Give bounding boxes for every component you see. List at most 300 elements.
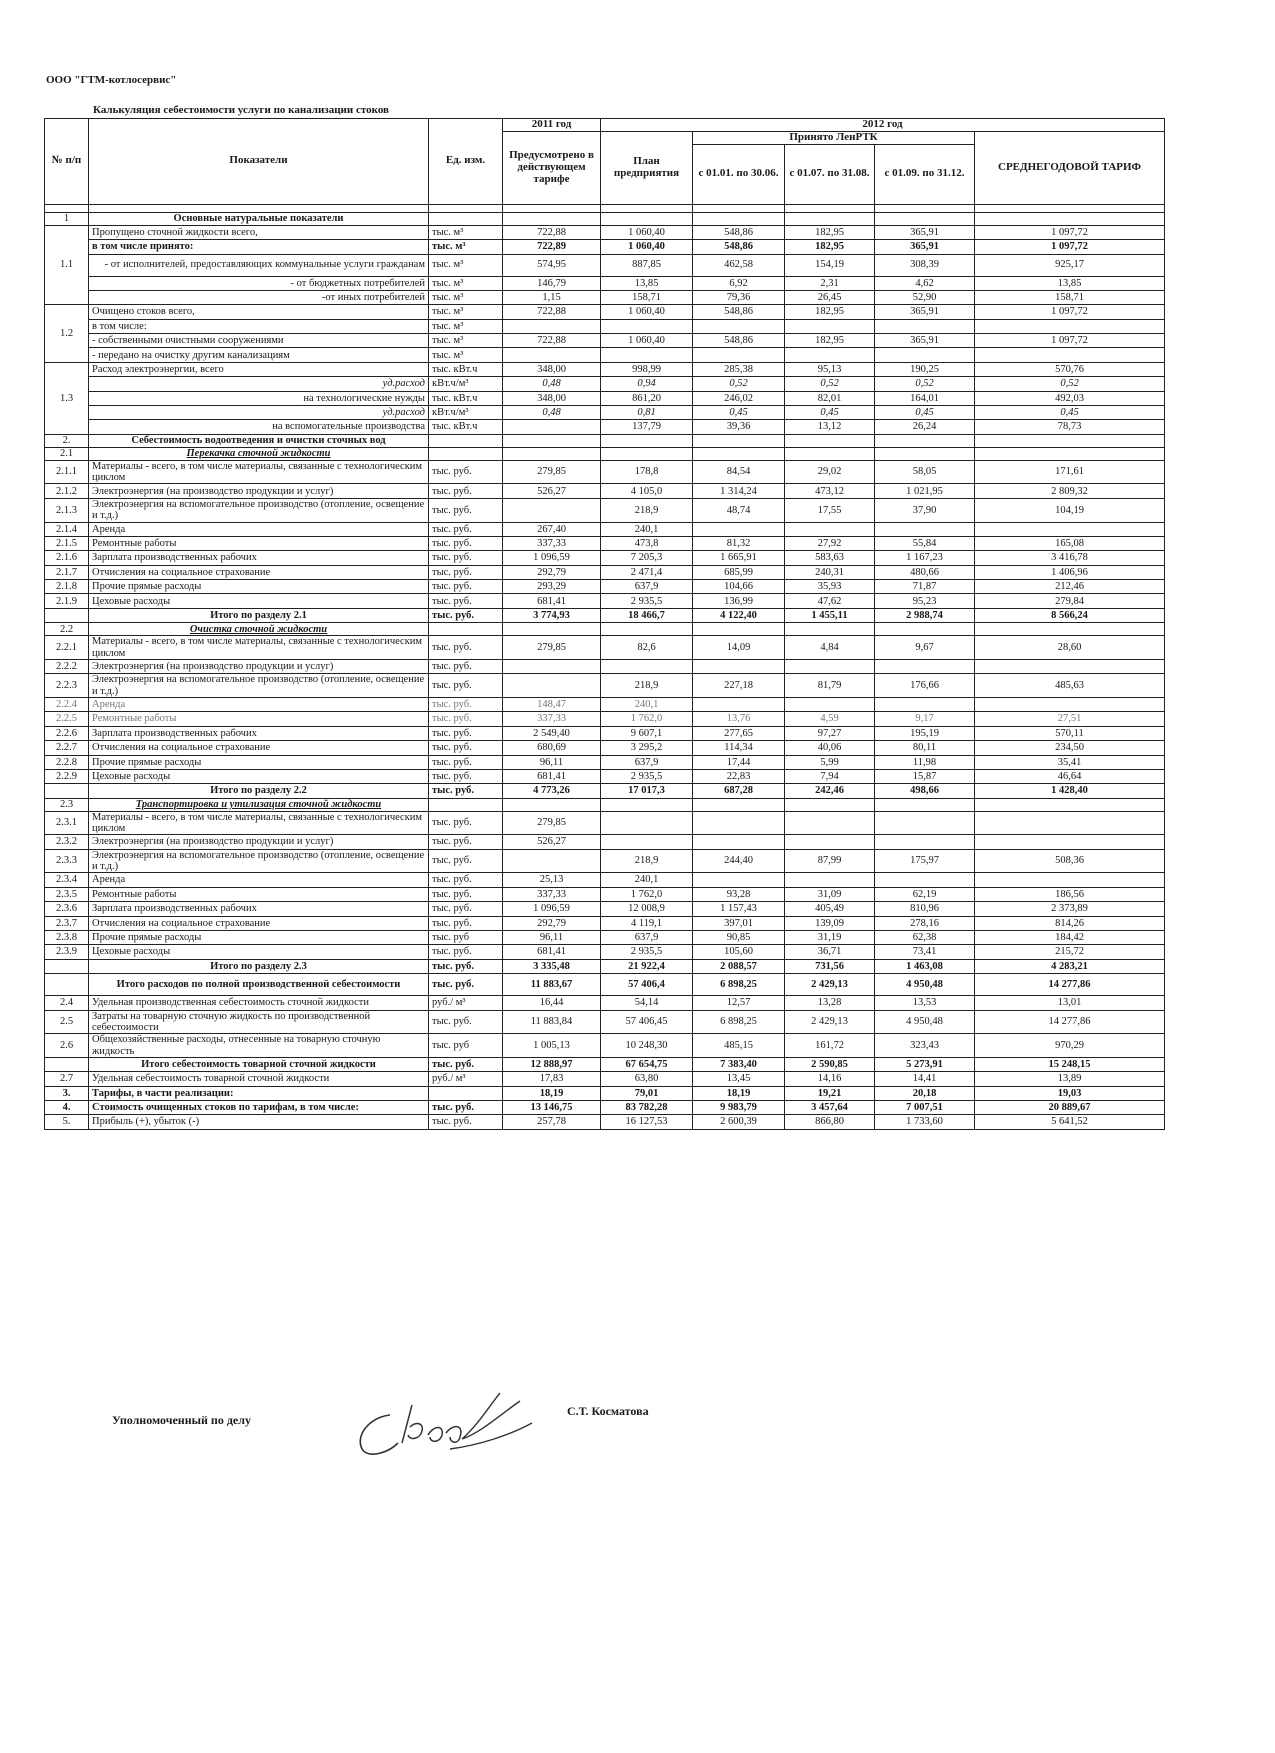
row-unit: тыс. руб.: [429, 835, 503, 849]
value-current-tariff: [503, 319, 601, 333]
row-num: 2.2: [45, 623, 89, 636]
value-period-2: 1 455,11: [785, 608, 875, 622]
row-unit: тыс. руб.: [429, 498, 503, 522]
row-name: Материалы - всего, в том числе материалы, связанные с технологическим циклом: [89, 460, 429, 484]
value-enterprise-plan: 1 060,40: [601, 334, 693, 348]
value-period-1: 39,36: [693, 420, 785, 434]
signer-label: Уполномоченный по делу: [112, 1413, 251, 1427]
row-name: Общехозяйственные расходы, отнесенные на товарную сточную жидкость: [89, 1034, 429, 1058]
value-period-1: 687,28: [693, 784, 785, 798]
row-name: Цеховые расходы: [89, 594, 429, 608]
row-name: на технологические нужды: [89, 391, 429, 405]
value-current-tariff: 722,88: [503, 334, 601, 348]
value-period-2: [785, 835, 875, 849]
value-enterprise-plan: 240,1: [601, 522, 693, 536]
value-enterprise-plan: 83 782,28: [601, 1101, 693, 1115]
value-enterprise-plan: 998,99: [601, 362, 693, 376]
value-period-1: 13,45: [693, 1072, 785, 1086]
value-period-2: 82,01: [785, 391, 875, 405]
row-unit: тыс. руб.: [429, 565, 503, 579]
value-period-2: 154,19: [785, 254, 875, 276]
data-row: [45, 420, 1165, 434]
row-num: 2.1.9: [45, 594, 89, 608]
value-period-2: [785, 811, 875, 835]
value-average-tariff: 13,89: [975, 1072, 1165, 1086]
row-name: - от бюджетных потребителей: [89, 276, 429, 290]
total-row: [45, 1057, 1165, 1071]
value-period-3: 37,90: [875, 498, 975, 522]
value-enterprise-plan: [601, 659, 693, 673]
value-period-1: 397,01: [693, 916, 785, 930]
data-row: [45, 697, 1165, 711]
value-period-3: 1 021,95: [875, 484, 975, 498]
value-enterprise-plan: 178,8: [601, 460, 693, 484]
value-period-1: 485,15: [693, 1034, 785, 1058]
value-period-2: 13,28: [785, 996, 875, 1010]
row-name: Электроэнергия (на производство продукции и услуг): [89, 835, 429, 849]
row-unit: руб./ м³: [429, 996, 503, 1010]
row-num: 2.4: [45, 996, 89, 1010]
value-average-tariff: 1 097,72: [975, 334, 1165, 348]
row-name: Аренда: [89, 873, 429, 887]
data-row: [45, 945, 1165, 959]
data-row: [45, 551, 1165, 565]
value-current-tariff: 1 096,59: [503, 902, 601, 916]
value-average-tariff: 186,56: [975, 887, 1165, 901]
value-period-2: [785, 319, 875, 333]
value-period-2: 583,63: [785, 551, 875, 565]
value-average-tariff: 158,71: [975, 290, 1165, 304]
value-period-3: 498,66: [875, 784, 975, 798]
value-period-1: 84,54: [693, 460, 785, 484]
value-average-tariff: 35,41: [975, 755, 1165, 769]
value-enterprise-plan: 218,9: [601, 849, 693, 873]
value-period-1: 2 600,39: [693, 1115, 785, 1129]
data-row: [45, 835, 1165, 849]
value-enterprise-plan: 2 935,5: [601, 769, 693, 783]
signature-mark: [350, 1385, 540, 1465]
row-unit: тыс. руб.: [429, 873, 503, 887]
data-row: [45, 240, 1165, 254]
value-average-tariff: [975, 659, 1165, 673]
value-period-3: 62,38: [875, 930, 975, 944]
row-name: Электроэнергия на вспомогательное производство (отопление, освещение и т.д.): [89, 849, 429, 873]
value-period-1: 9 983,79: [693, 1101, 785, 1115]
data-row: [45, 636, 1165, 660]
data-row: [45, 1072, 1165, 1086]
value-current-tariff: [503, 420, 601, 434]
value-period-3: 1 167,23: [875, 551, 975, 565]
value-enterprise-plan: 1 060,40: [601, 305, 693, 319]
row-unit: тыс. руб.: [429, 741, 503, 755]
row-unit: тыс. руб.: [429, 726, 503, 740]
data-row: [45, 873, 1165, 887]
value-period-1: [693, 835, 785, 849]
row-name: Прочие прямые расходы: [89, 580, 429, 594]
total-row: [45, 974, 1165, 996]
value-enterprise-plan: 1 060,40: [601, 225, 693, 239]
row-unit: тыс. руб.: [429, 849, 503, 873]
row-num: 2.1: [45, 447, 89, 460]
value-period-2: 4,84: [785, 636, 875, 660]
row-num: 2.3.9: [45, 945, 89, 959]
data-row: [45, 305, 1165, 319]
value-period-1: 227,18: [693, 674, 785, 698]
value-period-1: 548,86: [693, 225, 785, 239]
row-name: Основные натуральные показатели: [89, 212, 429, 225]
value-period-2: 27,92: [785, 536, 875, 550]
row-unit: тыс. руб.: [429, 674, 503, 698]
value-enterprise-plan: 10 248,30: [601, 1034, 693, 1058]
value-average-tariff: [975, 811, 1165, 835]
row-unit: тыс. руб.: [429, 636, 503, 660]
row-num: 2.3.1: [45, 811, 89, 835]
value-period-1: 114,34: [693, 741, 785, 755]
value-period-3: 323,43: [875, 1034, 975, 1058]
value-period-1: 13,76: [693, 712, 785, 726]
row-name: Отчисления на социальное страхование: [89, 741, 429, 755]
value-enterprise-plan: 16 127,53: [601, 1115, 693, 1129]
value-current-tariff: 348,00: [503, 391, 601, 405]
value-average-tariff: 165,08: [975, 536, 1165, 550]
value-period-3: [875, 697, 975, 711]
row-num: 4.: [45, 1101, 89, 1115]
row-name: Прибыль (+), убыток (-): [89, 1115, 429, 1129]
data-row: [45, 377, 1165, 391]
row-name: - передано на очистку другим канализациям: [89, 348, 429, 362]
row-name: Цеховые расходы: [89, 945, 429, 959]
value-average-tariff: 570,11: [975, 726, 1165, 740]
value-average-tariff: 570,76: [975, 362, 1165, 376]
data-row: [45, 225, 1165, 239]
value-enterprise-plan: 218,9: [601, 674, 693, 698]
value-enterprise-plan: 1 762,0: [601, 712, 693, 726]
value-enterprise-plan: 473,8: [601, 536, 693, 550]
value-period-3: 365,91: [875, 240, 975, 254]
value-period-2: 7,94: [785, 769, 875, 783]
data-row: [45, 1034, 1165, 1058]
row-name: Очищено стоков всего,: [89, 305, 429, 319]
value-period-1: 2 088,57: [693, 959, 785, 973]
value-current-tariff: 526,27: [503, 484, 601, 498]
value-period-2: [785, 659, 875, 673]
value-period-1: 244,40: [693, 849, 785, 873]
value-current-tariff: 18,19: [503, 1086, 601, 1100]
row-name: - собственными очистными сооружениями: [89, 334, 429, 348]
value-current-tariff: 681,41: [503, 769, 601, 783]
value-period-3: 9,17: [875, 712, 975, 726]
value-period-1: 285,38: [693, 362, 785, 376]
value-average-tariff: 925,17: [975, 254, 1165, 276]
data-row: [45, 712, 1165, 726]
value-average-tariff: [975, 697, 1165, 711]
value-period-2: 3 457,64: [785, 1101, 875, 1115]
value-period-1: 548,86: [693, 334, 785, 348]
value-period-2: 866,80: [785, 1115, 875, 1129]
value-current-tariff: 337,33: [503, 536, 601, 550]
data-row: [45, 902, 1165, 916]
value-period-3: 2 988,74: [875, 608, 975, 622]
value-period-2: [785, 348, 875, 362]
value-period-3: 11,98: [875, 755, 975, 769]
value-period-1: 17,44: [693, 755, 785, 769]
value-average-tariff: 15 248,15: [975, 1057, 1165, 1071]
value-current-tariff: 722,88: [503, 225, 601, 239]
value-average-tariff: 14 277,86: [975, 974, 1165, 996]
row-name: -от иных потребителей: [89, 290, 429, 304]
value-current-tariff: 267,40: [503, 522, 601, 536]
cost-calculation-table: [44, 118, 1165, 1130]
row-name: Себестоимость водоотведения и очистки сточных вод: [89, 434, 429, 447]
data-row: [45, 674, 1165, 698]
value-average-tariff: [975, 522, 1165, 536]
row-name: Ремонтные работы: [89, 536, 429, 550]
row-name: Пропущено сточной жидкости всего,: [89, 225, 429, 239]
row-name: Итого расходов по полной производственной себестоимости: [89, 974, 429, 996]
value-enterprise-plan: 57 406,45: [601, 1010, 693, 1034]
row-unit: тыс. руб.: [429, 1057, 503, 1071]
value-period-3: 15,87: [875, 769, 975, 783]
row-num: 2.6: [45, 1034, 89, 1058]
value-period-1: 548,86: [693, 240, 785, 254]
value-enterprise-plan: 158,71: [601, 290, 693, 304]
value-average-tariff: 78,73: [975, 420, 1165, 434]
row-name: Итого по разделу 2.2: [89, 784, 429, 798]
row-num: 2.2.6: [45, 726, 89, 740]
header-current-tariff: Предусмотрено в действующем тарифе: [503, 131, 601, 204]
value-period-3: 9,67: [875, 636, 975, 660]
value-average-tariff: 19,03: [975, 1086, 1165, 1100]
data-row: [45, 319, 1165, 333]
value-period-1: 7 383,40: [693, 1057, 785, 1071]
value-current-tariff: 348,00: [503, 362, 601, 376]
value-current-tariff: 0,48: [503, 406, 601, 420]
value-period-2: 405,49: [785, 902, 875, 916]
value-period-1: 105,60: [693, 945, 785, 959]
value-period-3: 810,96: [875, 902, 975, 916]
row-num: 2.2.9: [45, 769, 89, 783]
row-name: Цеховые расходы: [89, 769, 429, 783]
value-period-3: 365,91: [875, 225, 975, 239]
row-name: Материалы - всего, в том числе материалы, связанные с технологическим циклом: [89, 636, 429, 660]
value-average-tariff: 2 809,32: [975, 484, 1165, 498]
row-num: 2.2.2: [45, 659, 89, 673]
header-period-3: с 01.09. по 31.12.: [875, 144, 975, 204]
value-average-tariff: 215,72: [975, 945, 1165, 959]
row-num: 5.: [45, 1115, 89, 1129]
row-name: Ремонтные работы: [89, 887, 429, 901]
row-name: Удельная себестоимость товарной сточной жидкости: [89, 1072, 429, 1086]
value-period-2: 36,71: [785, 945, 875, 959]
row-num: 2.3.5: [45, 887, 89, 901]
row-name: в том числе:: [89, 319, 429, 333]
data-row: [45, 755, 1165, 769]
value-period-2: 242,46: [785, 784, 875, 798]
value-period-3: 480,66: [875, 565, 975, 579]
value-period-1: 1 314,24: [693, 484, 785, 498]
value-period-2: 2 590,85: [785, 1057, 875, 1071]
value-current-tariff: 293,29: [503, 580, 601, 594]
row-name: - от исполнителей, предоставляющих коммунальные услуги гражданам: [89, 254, 429, 276]
value-period-2: 139,09: [785, 916, 875, 930]
row-unit: кВт.ч/м³: [429, 377, 503, 391]
value-period-1: 0,52: [693, 377, 785, 391]
row-unit: тыс. руб.: [429, 712, 503, 726]
value-period-2: 87,99: [785, 849, 875, 873]
value-period-2: 29,02: [785, 460, 875, 484]
value-current-tariff: 1,15: [503, 290, 601, 304]
row-name: Удельная производственная себестоимость сточной жидкости: [89, 996, 429, 1010]
value-period-3: 71,87: [875, 580, 975, 594]
value-current-tariff: [503, 659, 601, 673]
row-num: 2.3.8: [45, 930, 89, 944]
value-average-tariff: 970,29: [975, 1034, 1165, 1058]
value-period-2: 81,79: [785, 674, 875, 698]
value-enterprise-plan: 17 017,3: [601, 784, 693, 798]
value-average-tariff: 1 428,40: [975, 784, 1165, 798]
value-period-3: 195,19: [875, 726, 975, 740]
value-period-1: 48,74: [693, 498, 785, 522]
row-unit: тыс. м³: [429, 276, 503, 290]
row-unit: тыс. руб.: [429, 1115, 503, 1129]
data-row: [45, 498, 1165, 522]
value-period-3: [875, 659, 975, 673]
value-period-3: 20,18: [875, 1086, 975, 1100]
value-period-3: 55,84: [875, 536, 975, 550]
value-average-tariff: 0,52: [975, 377, 1165, 391]
row-unit: тыс. руб: [429, 1034, 503, 1058]
value-current-tariff: 11 883,67: [503, 974, 601, 996]
value-period-3: 58,05: [875, 460, 975, 484]
value-enterprise-plan: 54,14: [601, 996, 693, 1010]
value-average-tariff: 2 373,89: [975, 902, 1165, 916]
value-current-tariff: [503, 849, 601, 873]
value-current-tariff: 257,78: [503, 1115, 601, 1129]
row-unit: тыс. м³: [429, 319, 503, 333]
value-current-tariff: 0,48: [503, 377, 601, 391]
value-period-2: 35,93: [785, 580, 875, 594]
row-num: 2.3: [45, 798, 89, 811]
row-name: Электроэнергия (на производство продукции и услуг): [89, 484, 429, 498]
value-period-3: 176,66: [875, 674, 975, 698]
value-current-tariff: 3 774,93: [503, 608, 601, 622]
total-row: [45, 959, 1165, 973]
value-period-1: [693, 811, 785, 835]
value-current-tariff: 1 096,59: [503, 551, 601, 565]
value-average-tariff: 3 416,78: [975, 551, 1165, 565]
value-current-tariff: 292,79: [503, 565, 601, 579]
value-current-tariff: 279,85: [503, 811, 601, 835]
value-period-3: 80,11: [875, 741, 975, 755]
value-average-tariff: 1 097,72: [975, 305, 1165, 319]
header-indicators: Показатели: [89, 119, 429, 205]
value-period-1: 277,65: [693, 726, 785, 740]
value-period-2: 40,06: [785, 741, 875, 755]
value-period-3: 95,23: [875, 594, 975, 608]
data-row: [45, 348, 1165, 362]
value-period-3: 13,53: [875, 996, 975, 1010]
value-enterprise-plan: 3 295,2: [601, 741, 693, 755]
value-current-tariff: 279,85: [503, 460, 601, 484]
total-row: [45, 784, 1165, 798]
row-name: Зарплата производственных рабочих: [89, 902, 429, 916]
data-row: [45, 254, 1165, 276]
row-name: Аренда: [89, 697, 429, 711]
row-unit: тыс. руб.: [429, 522, 503, 536]
value-average-tariff: 13,85: [975, 276, 1165, 290]
value-period-3: 175,97: [875, 849, 975, 873]
row-unit: тыс. руб.: [429, 1101, 503, 1115]
value-period-3: 5 273,91: [875, 1057, 975, 1071]
row-num: 2.2.4: [45, 697, 89, 711]
row-unit: тыс. руб.: [429, 1010, 503, 1034]
value-average-tariff: [975, 835, 1165, 849]
value-enterprise-plan: 79,01: [601, 1086, 693, 1100]
group-num: 1.3: [45, 362, 89, 434]
value-average-tariff: 104,19: [975, 498, 1165, 522]
row-unit: тыс. руб.: [429, 945, 503, 959]
value-period-1: 4 122,40: [693, 608, 785, 622]
value-period-3: [875, 835, 975, 849]
value-enterprise-plan: 0,94: [601, 377, 693, 391]
value-average-tariff: 184,42: [975, 930, 1165, 944]
value-enterprise-plan: 2 471,4: [601, 565, 693, 579]
value-period-1: 79,36: [693, 290, 785, 304]
value-enterprise-plan: 137,79: [601, 420, 693, 434]
value-period-3: 278,16: [875, 916, 975, 930]
row-unit: тыс. м³: [429, 290, 503, 304]
data-row: [45, 362, 1165, 376]
value-enterprise-plan: 63,80: [601, 1072, 693, 1086]
row-unit: тыс. м³: [429, 305, 503, 319]
value-period-3: 52,90: [875, 290, 975, 304]
row-num: [45, 974, 89, 996]
group-num: 1.2: [45, 305, 89, 363]
value-current-tariff: 526,27: [503, 835, 601, 849]
value-enterprise-plan: 637,9: [601, 580, 693, 594]
row-num: 2.1.2: [45, 484, 89, 498]
row-unit: [429, 1086, 503, 1100]
value-period-2: 2 429,13: [785, 1010, 875, 1034]
row-unit: руб./ м³: [429, 1072, 503, 1086]
section-row: [45, 212, 1165, 225]
value-current-tariff: 13 146,75: [503, 1101, 601, 1115]
row-unit: тыс. руб.: [429, 811, 503, 835]
value-period-1: 18,19: [693, 1086, 785, 1100]
value-period-3: [875, 811, 975, 835]
row-name: Электроэнергия (на производство продукции и услуг): [89, 659, 429, 673]
value-enterprise-plan: 0,81: [601, 406, 693, 420]
row-num: 2.7: [45, 1072, 89, 1086]
row-unit: тыс. м³: [429, 348, 503, 362]
row-name: Очистка сточной жидкости: [89, 623, 429, 636]
value-period-2: 161,72: [785, 1034, 875, 1058]
value-period-2: 182,95: [785, 240, 875, 254]
value-enterprise-plan: 4 119,1: [601, 916, 693, 930]
value-average-tariff: [975, 873, 1165, 887]
row-unit: тыс. руб.: [429, 916, 503, 930]
row-num: [45, 959, 89, 973]
row-unit: тыс. кВт.ч: [429, 391, 503, 405]
data-row: [45, 594, 1165, 608]
row-name: Зарплата производственных рабочих: [89, 551, 429, 565]
value-period-2: 14,16: [785, 1072, 875, 1086]
value-period-1: 548,86: [693, 305, 785, 319]
value-period-2: 31,09: [785, 887, 875, 901]
row-unit: тыс. руб.: [429, 608, 503, 622]
value-current-tariff: 17,83: [503, 1072, 601, 1086]
value-enterprise-plan: 13,85: [601, 276, 693, 290]
